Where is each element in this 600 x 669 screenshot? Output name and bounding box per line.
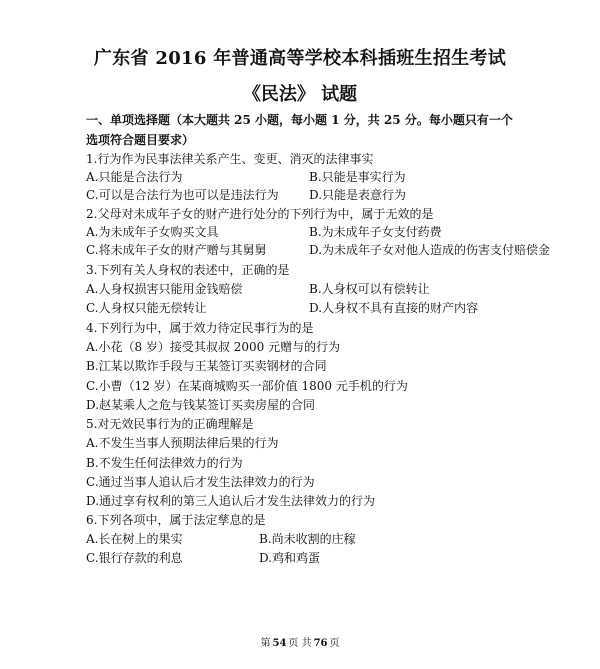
question-stem: 1.行为作为民事法律关系产生、变更、消灭的法律事实 [86,152,374,166]
question-stem: 2.父母对未成年子女的财产进行处分的下列行为中，属于无效的是 [86,207,434,221]
question-stem: 5.对无效民事行为的正确理解是 [86,417,254,431]
page-subtitle: 《民法》 试题 [242,84,358,105]
option-a: A.长在树上的果实 [86,532,183,546]
section-heading: 一、单项选择题（本大题共 25 小题，每小题 1 分，共 25 分。每小题只有一个选项符合题目要求） [86,113,513,147]
page-title: 广东省 2016 年普通高等学校本科插班生招生考试 [93,48,507,69]
option-a: A.不发生当事人预期法律后果的行为 [86,436,279,450]
option-c: C.银行存款的利息 [86,551,183,565]
option-c: C.通过当事人追认后才发生法律效力的行为 [86,475,315,489]
question-stem: 6.下列各项中，属于法定孳息的是 [86,513,266,527]
option-b: B.为未成年子女支付药费 [309,225,442,239]
option-a: A.为未成年子女购买文具 [86,225,219,239]
option-a: A.只能是合法行为 [86,170,183,184]
question-stem: 3.下列有关人身权的表述中，正确的是 [86,263,290,277]
page-footer [0,634,600,649]
footer-prefix: 第 [260,638,271,649]
option-d: D.为未成年子女对他人造成的伤害支付赔偿金 [309,243,551,257]
option-c: C.小曹（12 岁）在某商城购买一部价值 1800 元手机的行为 [86,379,408,393]
option-b: B.不发生任何法律效力的行为 [86,456,243,470]
footer-middle: 页 共 [288,638,312,649]
option-b: B.尚未收割的庄稼 [259,532,356,546]
option-d: D.通过享有权利的第三人追认后才发生法律效力的行为 [86,494,376,508]
option-d: D.只能是表意行为 [309,188,407,202]
option-a: A.小花（8 岁）接受其叔叔 2000 元赠与的行为 [86,340,341,354]
option-c: C.人身权只能无偿转让 [86,301,207,315]
option-b: B.人身权可以有偿转让 [309,282,430,296]
option-b: B.江某以欺诈手段与王某签订买卖钢材的合同 [86,359,327,373]
current-page-number: 54 [272,638,287,649]
option-b: B.只能是事实行为 [309,170,406,184]
footer-suffix: 页 [329,638,340,649]
option-d: D.人身权不具有直接的财产内容 [309,301,479,315]
option-c: C.将未成年子女的财产赠与其舅舅 [86,243,267,257]
option-c: C.可以是合法行为也可以是违法行为 [86,188,279,202]
total-page-number: 76 [313,638,328,649]
question-stem: 4.下列行为中，属于效力待定民事行为的是 [86,321,314,335]
option-d: D.鸡和鸡蛋 [259,551,321,565]
option-a: A.人身权损害只能用金钱赔偿 [86,282,243,296]
option-d: D.赵某乘人之危与钱某签订买卖房屋的合同 [86,398,316,412]
